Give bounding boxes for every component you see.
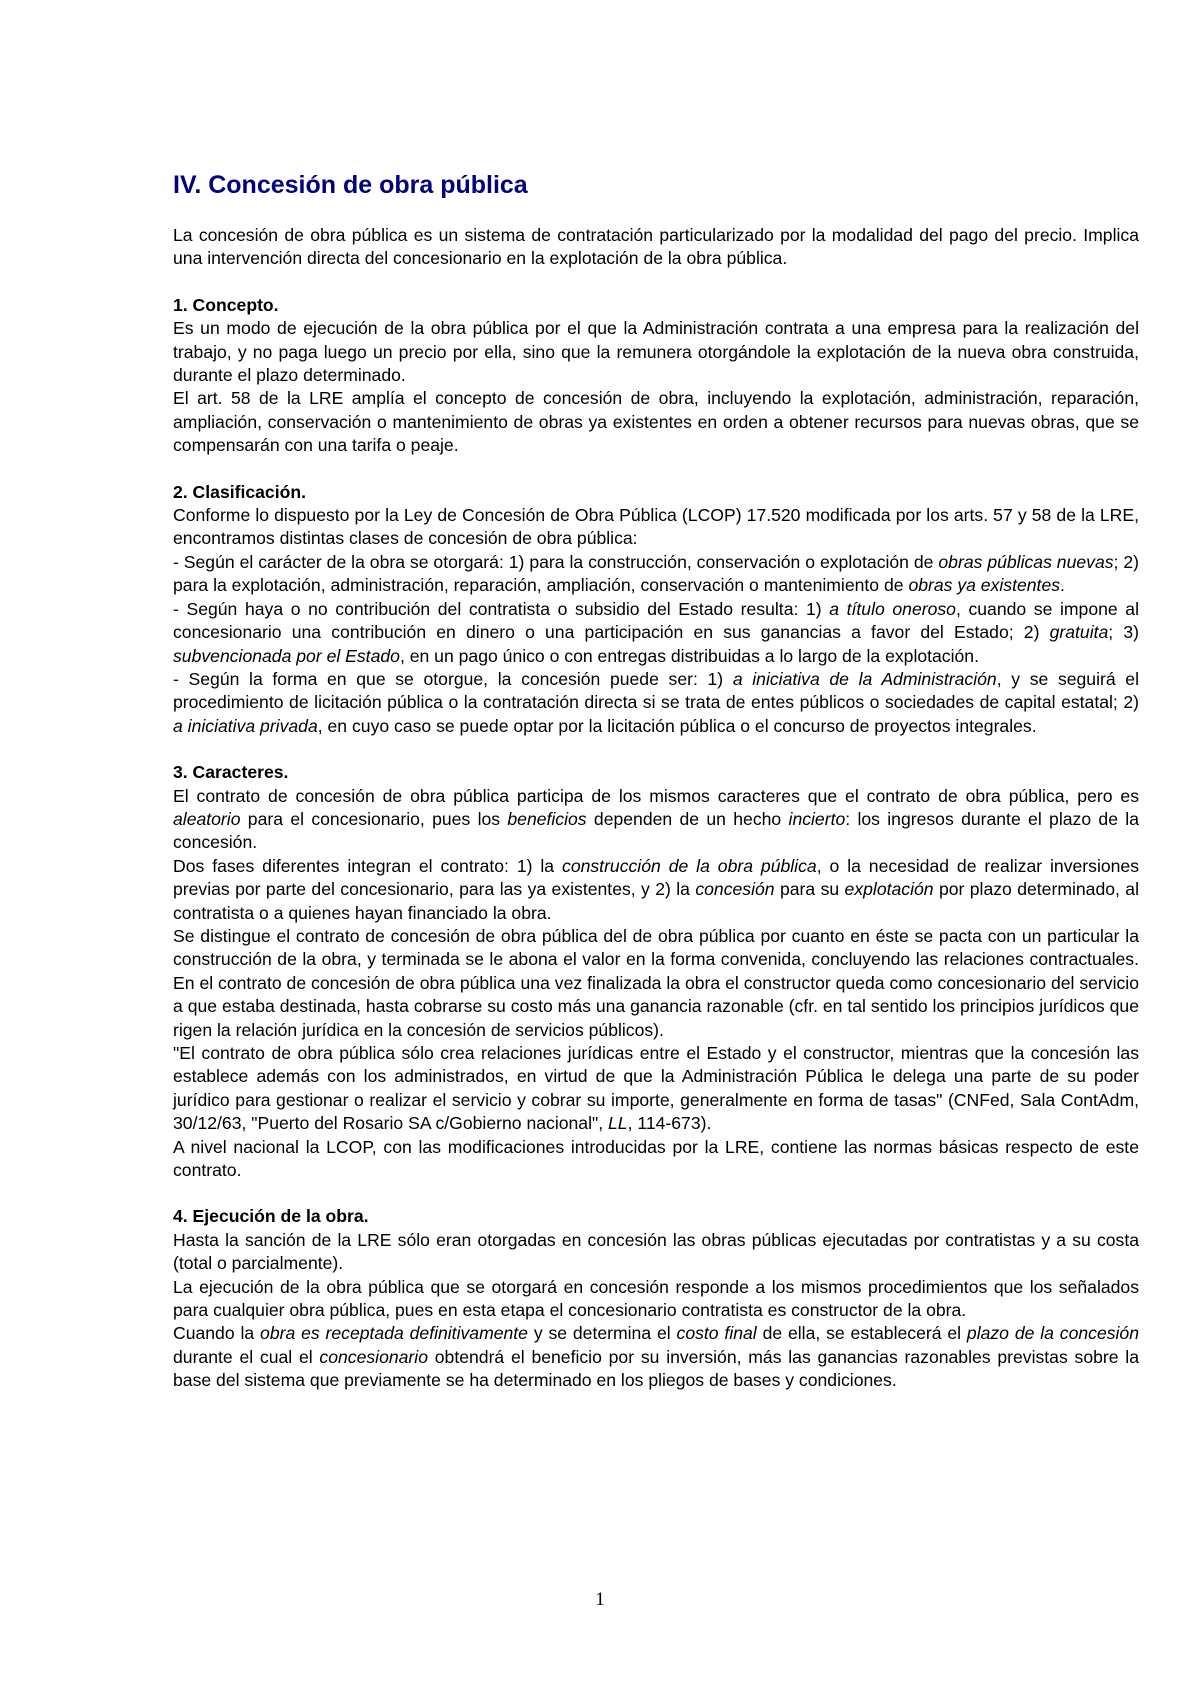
paragraph: Conforme lo dispuesto por la Ley de Concesión de Obra Pública (LCOP) 17.520 modificada por los arts. 57 y 58 de la LRE, encontramos distintas clases de concesión de obra pública:: [173, 505, 1139, 549]
section-heading: 2. Clasificación.: [173, 481, 306, 502]
quote-paragraph: "El contrato de obra pública sólo crea relaciones jurídicas entre el Estado y el constructor, mientras que la concesión las establece además con los administrados, en virtud de que la Administración Pública le delega una parte de su poder jurídico para gestionar o realizar el servicio y cobrar su importe, generalmente en forma de tasas" (CNFed, Sala ContAdm, 30/12/63, "Puerto del Rosario SA c/Gobierno nacional", LL, 114-673).: [173, 1043, 1139, 1134]
paragraph: Es un modo de ejecución de la obra pública por el que la Administración contrata a una empresa para la realización del trabajo, y no paga luego un precio por ella, sino que la remunera otorgándole la explotación de la nueva obra construida, durante el plazo determinado.: [173, 318, 1139, 386]
paragraph: Se distingue el contrato de concesión de obra pública del de obra pública por cuanto en éste se pacta con un particular la construcción de la obra, y terminada se le abona el valor en la forma convenida, concluyendo las relaciones contractuales. En el contrato de concesión de obra pública una vez finalizada la obra el constructor queda como concesionario del servicio a que estaba destinada, hasta cobrarse su costo más una ganancia razonable (cfr. en tal sentido los principios jurídicos que rigen la relación jurídica en la concesión de servicios públicos).: [173, 925, 1139, 1040]
section-heading: 4. Ejecución de la obra.: [173, 1206, 369, 1227]
section-caracteres: [173, 761, 1139, 1182]
paragraph: A nivel nacional la LCOP, con las modificaciones introducidas por la LRE, contiene las normas básicas respecto de este contrato.: [173, 1136, 1139, 1181]
paragraph: El contrato de concesión de obra pública participa de los mismos caracteres que el contrato de obra pública, pero es aleatorio para el concesionario, pues los beneficios dependen de un hecho incierto: los ingresos durante el plazo de la concesión.: [173, 785, 1139, 853]
paragraph: La ejecución de la obra pública que se otorgará en concesión responde a los mismos procedimientos que los señalados para cualquier obra pública, pues en esta etapa el concesionario contratista es constructor de la obra.: [173, 1276, 1139, 1321]
section-ejecucion: [173, 1205, 1139, 1392]
list-item: - Según la forma en que se otorgue, la concesión puede ser: 1) a iniciativa de la Administración, y se seguirá el procedimiento de licitación pública o la contratación directa si se trata de entes públicos o sociedades de capital estatal; 2) a iniciativa privada, en cuyo caso se puede optar por la licitación pública o el concurso de proyectos integrales.: [173, 668, 1139, 736]
section-concepto: [173, 294, 1139, 458]
paragraph: Dos fases diferentes integran el contrato: 1) la construcción de la obra pública, o la necesidad de realizar inversiones previas por parte del concesionario, para las ya existentes, y 2) la concesión para su explotación por plazo determinado, al contratista o a quienes hayan financiado la obra.: [173, 855, 1140, 923]
intro-paragraph: La concesión de obra pública es un sistema de contratación particularizado por la modalidad del pago del precio. Implica una intervención directa del concesionario en la explotación de la obra pública.: [173, 225, 1139, 269]
section-heading: 3. Caracteres.: [173, 762, 289, 783]
list-item: - Según el carácter de la obra se otorgará: 1) para la construcción, conservación o explotación de obras públicas nuevas; 2) para la explotación, administración, reparación, ampliación, conservación o mantenimiento de obras ya existentes.: [173, 551, 1139, 596]
list-item: - Según haya o no contribución del contratista o subsidio del Estado resulta: 1) a título oneroso, cuando se impone al concesionario una contribución en dinero o una participación en sus ganancias a favor del Estado; 2) gratuita; 3) subvencionada por el Estado, en un pago único o con entregas distribuidas a lo largo de la explotación.: [173, 598, 1139, 666]
page-title: IV. Concesión de obra pública: [173, 171, 528, 199]
paragraph: El art. 58 de la LRE amplía el concepto de concesión de obra, incluyendo la explotación, administración, reparación, ampliación, conservación o mantenimiento de obras ya existentes en orden a obtener recursos para nuevas obras, que se compensarán con una tarifa o peaje.: [173, 388, 1139, 456]
page-number: 1: [595, 1589, 605, 1610]
section-clasificacion: [173, 481, 1139, 738]
paragraph: Hasta la sanción de la LRE sólo eran otorgadas en concesión las obras públicas ejecutadas por contratistas y a su costa (total o parcialmente).: [173, 1229, 1139, 1274]
section-heading: 1. Concepto.: [173, 294, 279, 315]
paragraph: Cuando la obra es receptada definitivamente y se determina el costo final de ella, se establecerá el plazo de la concesión durante el cual el concesionario obtendrá el beneficio por su inversión, más las ganancias razonables previstas sobre la base del sistema que previamente se ha determinado en los pliegos de bases y condiciones.: [173, 1323, 1140, 1391]
document-page: [173, 168, 1139, 1393]
